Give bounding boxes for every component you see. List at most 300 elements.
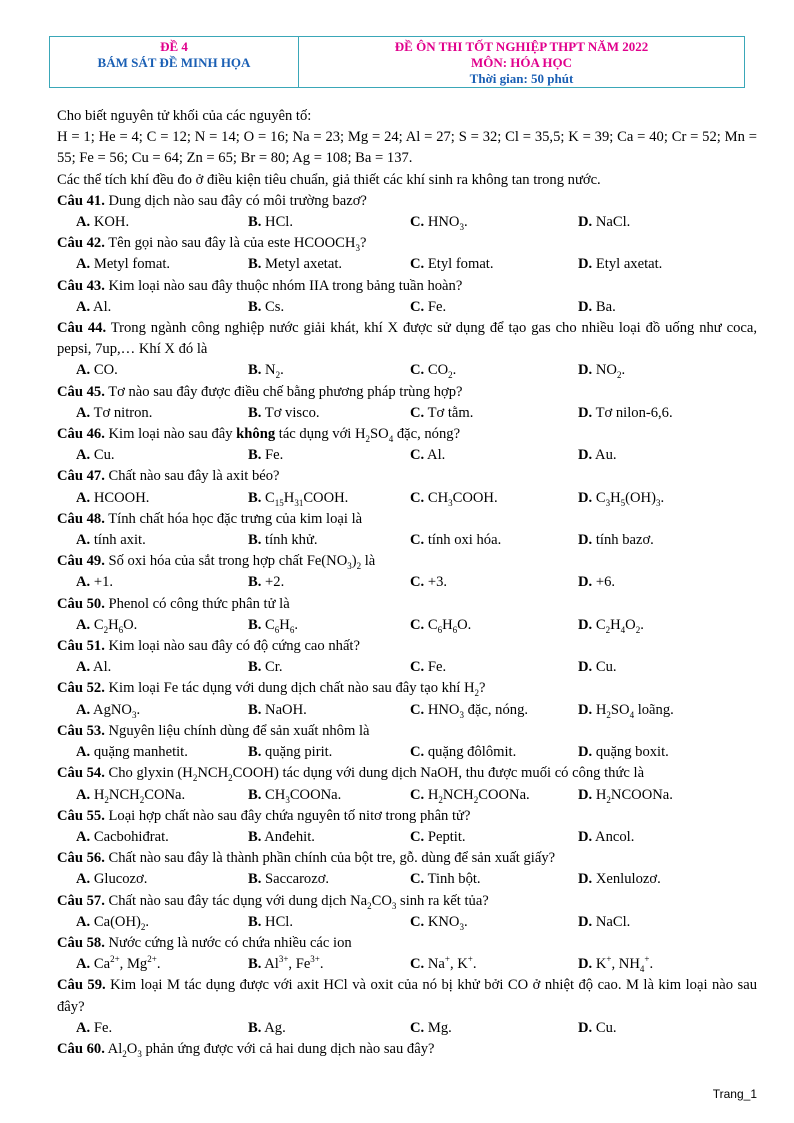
question-number: Câu 41. <box>57 192 105 209</box>
option-text: $CH_3COOH$. <box>424 489 498 508</box>
answer-option <box>559 954 757 975</box>
answer-option <box>57 827 229 848</box>
option-text: Xenlulozơ. <box>592 871 661 888</box>
answer-option <box>57 488 229 509</box>
answer-option <box>559 488 757 509</box>
option-letter: D. <box>578 298 593 315</box>
answer-option <box>57 212 229 233</box>
answer-option <box>229 212 391 233</box>
option-text: Fe. <box>261 447 284 464</box>
option-text: quặng đôlômit. <box>424 744 517 761</box>
option-letter: A. <box>76 447 91 464</box>
answer-option <box>229 530 391 551</box>
answer-option <box>57 912 229 933</box>
answer-option <box>229 785 391 806</box>
answer-options <box>57 488 757 509</box>
option-letter: C. <box>410 574 425 591</box>
question-stem <box>57 466 757 487</box>
question-stem <box>57 509 757 530</box>
answer-options <box>57 1018 757 1039</box>
option-text: Au. <box>592 447 617 464</box>
answer-option <box>559 297 757 318</box>
answer-options <box>57 360 757 381</box>
option-letter: A. <box>76 298 91 315</box>
answer-options <box>57 912 757 933</box>
option-letter: A. <box>76 744 91 761</box>
exam-subtitle: BÁM SÁT ĐỀ MINH HỌA <box>97 55 251 70</box>
question-stem <box>57 1039 757 1060</box>
page-number: Trang_1 <box>712 1087 757 1101</box>
option-letter: D. <box>578 362 593 379</box>
question-stem <box>57 594 757 615</box>
option-letter: B. <box>248 532 262 549</box>
answer-option <box>57 742 229 763</box>
option-letter: B. <box>248 913 262 930</box>
exam-duration: Thời gian: 50 phút <box>469 71 574 86</box>
answer-option <box>57 700 229 721</box>
question-text: Chất nào sau đây là thành phần chính của bột tre, gỗ. dùng để sản xuất giấy? <box>104 850 556 867</box>
option-letter: A. <box>76 616 91 633</box>
option-text: tính oxi hóa. <box>424 532 502 549</box>
answer-option <box>229 572 391 593</box>
answer-option <box>391 445 559 466</box>
option-letter: B. <box>248 786 262 803</box>
option-letter: C. <box>410 256 425 273</box>
question-text: $Al_2O_3$ phản ứng được với cả hai dung dịch nào sau đây? <box>104 1040 435 1059</box>
answer-option <box>229 700 391 721</box>
question-number: Câu 55. <box>57 807 105 824</box>
option-letter: A. <box>76 256 91 273</box>
answer-option <box>559 360 757 381</box>
option-letter: B. <box>248 489 262 506</box>
question-stem <box>57 763 757 784</box>
option-text: tính bazơ. <box>592 532 654 549</box>
option-text: quặng pirit. <box>261 744 333 761</box>
option-text: $C_{15}H_{31}COOH$. <box>261 489 349 508</box>
option-letter: A. <box>76 214 91 231</box>
question-number: Câu 46. <box>57 426 105 443</box>
question-text: Loại hợp chất nào sau đây chứa nguyên tố nitơ trong phân tử? <box>104 807 471 824</box>
option-text: $Ca(OH)_2$. <box>90 913 150 932</box>
option-letter: B. <box>248 574 262 591</box>
option-text: Anđehit. <box>261 828 315 845</box>
question-stem <box>57 933 757 954</box>
option-text: Mg. <box>424 1019 452 1036</box>
option-text: Al. <box>90 298 112 315</box>
option-text: Etyl fomat. <box>424 256 494 273</box>
exam-info-box <box>299 37 744 87</box>
option-letter: D. <box>578 786 593 803</box>
answer-option <box>559 530 757 551</box>
answer-option <box>57 572 229 593</box>
option-letter: A. <box>76 871 91 888</box>
exam-code: ĐỀ 4 <box>160 39 188 54</box>
exam-code-box <box>50 37 299 87</box>
option-letter: C. <box>410 362 425 379</box>
option-letter: B. <box>248 1019 262 1036</box>
answer-option <box>391 954 559 975</box>
option-letter: D. <box>578 659 593 676</box>
question-number: Câu 56. <box>57 850 105 867</box>
question-text: Kim loại Fe tác dụng với dung dịch chất nào sau đây tạo khí $H_2$? <box>104 680 486 699</box>
answer-option <box>391 530 559 551</box>
answer-option <box>229 827 391 848</box>
answer-option <box>559 785 757 806</box>
option-text: Tơ nitron. <box>90 404 153 421</box>
question-text: Tính chất hóa học đặc trưng của kim loại là <box>104 510 363 527</box>
option-letter: B. <box>248 298 262 315</box>
option-text: $H_2NCH_2CONa$. <box>90 786 186 805</box>
option-text: Fe. <box>424 298 447 315</box>
intro-note: Các thể tích khí đều đo ở điều kiện tiêu chuẩn, giả thiết các khí sinh ra không tan trong nước. <box>57 171 601 188</box>
option-letter: D. <box>578 256 593 273</box>
option-letter: B. <box>248 956 262 973</box>
option-text: $H_2NCOONa$. <box>592 786 673 805</box>
option-letter: C. <box>410 913 425 930</box>
question-number: Câu 59. <box>57 977 106 994</box>
option-letter: C. <box>410 956 425 973</box>
option-text: $Ca^{2+}$, $Mg^{2+}$. <box>90 954 161 973</box>
question-stem <box>57 678 757 699</box>
option-text: $HNO_3$ đặc, nóng. <box>424 701 529 720</box>
question-number: Câu 45. <box>57 383 105 400</box>
option-text: tính khử. <box>261 532 318 549</box>
exam-subject: MÔN: HÓA HỌC <box>470 55 573 70</box>
option-letter: C. <box>410 828 425 845</box>
question-text: Nước cứng là nước có chứa nhiều các ion <box>104 934 352 951</box>
option-letter: C. <box>410 616 425 633</box>
option-text: $KNO_3$. <box>424 913 468 932</box>
question-list <box>57 191 757 1060</box>
answer-option <box>229 869 391 890</box>
option-letter: B. <box>248 214 262 231</box>
question-text: Dung dịch nào sau đây có môi trường bazơ? <box>104 192 367 209</box>
option-letter: A. <box>76 913 91 930</box>
answer-option <box>57 615 229 636</box>
option-letter: A. <box>76 786 91 803</box>
exam-content <box>57 106 757 1060</box>
option-text: Tơ nilon-6,6. <box>592 404 673 421</box>
option-letter: C. <box>410 489 425 506</box>
option-text: $C_6H_6O$. <box>424 616 472 635</box>
option-letter: A. <box>76 828 91 845</box>
answer-option <box>229 742 391 763</box>
answer-option <box>391 912 559 933</box>
option-text: HCOOH. <box>90 489 150 506</box>
option-letter: C. <box>410 659 425 676</box>
answer-option <box>391 488 559 509</box>
option-letter: C. <box>410 214 425 231</box>
answer-option <box>391 254 559 275</box>
answer-options <box>57 445 757 466</box>
answer-option <box>391 700 559 721</box>
option-letter: A. <box>76 362 91 379</box>
answer-option <box>559 1018 757 1039</box>
option-text: Cs. <box>261 298 285 315</box>
question-number: Câu 44. <box>57 320 107 337</box>
option-letter: D. <box>578 404 593 421</box>
question-number: Câu 42. <box>57 235 105 252</box>
option-letter: D. <box>578 574 593 591</box>
option-text: Na+, K+. <box>424 954 477 973</box>
answer-option <box>559 572 757 593</box>
option-text: Glucozơ. <box>90 871 148 888</box>
question-number: Câu 57. <box>57 892 105 909</box>
answer-option <box>559 742 757 763</box>
option-text: $C_2H_6O$. <box>90 616 138 635</box>
question-text: Kim loại nào sau đây thuộc nhóm IIA trong bảng tuần hoàn? <box>104 277 463 294</box>
option-letter: D. <box>578 744 593 761</box>
answer-option <box>391 1018 559 1039</box>
answer-options <box>57 615 757 636</box>
answer-options <box>57 700 757 721</box>
answer-option <box>559 700 757 721</box>
option-letter: D. <box>578 828 593 845</box>
answer-option <box>229 360 391 381</box>
option-text: $H_2SO_4$ loãng. <box>592 701 674 720</box>
answer-option <box>57 297 229 318</box>
question-text: Kim loại nào sau đây có độ cứng cao nhất? <box>104 638 360 655</box>
option-text: Peptit. <box>424 828 466 845</box>
option-text: +6. <box>592 574 616 591</box>
answer-options <box>57 785 757 806</box>
answer-option <box>57 954 229 975</box>
option-text: Ancol. <box>592 828 635 845</box>
option-letter: C. <box>410 447 425 464</box>
question-text: Cho glyxin $(H_2NCH_2COOH)$ tác dụng với dung dịch NaOH, thu được muối có công thức là <box>104 765 645 784</box>
question-number: Câu 51. <box>57 638 105 655</box>
option-text: Etyl axetat. <box>592 256 663 273</box>
exam-header <box>49 36 745 88</box>
answer-option <box>559 657 757 678</box>
option-text: HCl. <box>261 913 294 930</box>
option-text: $N_2$. <box>261 362 284 381</box>
option-text: Fe. <box>424 659 447 676</box>
answer-option <box>391 742 559 763</box>
answer-option <box>57 657 229 678</box>
question-number: Câu 52. <box>57 680 105 697</box>
question-text: Chất nào sau đây tác dụng với dung dịch $Na_2CO_3$ sinh ra kết tủa? <box>104 892 489 911</box>
question-stem <box>57 975 757 1017</box>
option-letter: A. <box>76 574 91 591</box>
option-letter: D. <box>578 447 593 464</box>
answer-option <box>391 785 559 806</box>
option-text: Metyl fomat. <box>90 256 171 273</box>
question-stem <box>57 233 757 254</box>
option-letter: B. <box>248 616 262 633</box>
option-text: NaCl. <box>592 214 631 231</box>
option-text: Ag. <box>261 1019 286 1036</box>
answer-option <box>229 403 391 424</box>
question-stem <box>57 276 757 297</box>
option-letter: B. <box>248 256 262 273</box>
answer-option <box>559 869 757 890</box>
question-stem <box>57 191 757 212</box>
answer-options <box>57 869 757 890</box>
answer-option <box>57 1018 229 1039</box>
option-text: $CO_2$. <box>424 362 457 381</box>
answer-option <box>229 445 391 466</box>
option-letter: D. <box>578 489 593 506</box>
answer-options <box>57 827 757 848</box>
option-text: +1. <box>90 574 114 591</box>
answer-option <box>391 212 559 233</box>
answer-option <box>229 488 391 509</box>
question-text: Trong ngành công nghiệp nước giải khát, khí X được sử dụng để tạo gas cho nhiều loại đồ uống như coca, pepsi, 7up,… Khí X đó là <box>57 320 757 358</box>
answer-option <box>57 403 229 424</box>
option-letter: A. <box>76 1019 91 1036</box>
answer-options <box>57 954 757 975</box>
option-letter: A. <box>76 956 91 973</box>
option-text: Al. <box>424 447 446 464</box>
option-text: Cr. <box>261 659 283 676</box>
answer-option <box>391 615 559 636</box>
answer-option <box>391 657 559 678</box>
question-text: Phenol có công thức phân tử là <box>104 595 290 612</box>
answer-options <box>57 742 757 763</box>
answer-option <box>57 360 229 381</box>
option-letter: C. <box>410 744 425 761</box>
question-stem <box>57 551 757 572</box>
option-text: Saccarozơ. <box>261 871 330 888</box>
question-number: Câu 48. <box>57 510 105 527</box>
option-letter: B. <box>248 744 262 761</box>
question-stem <box>57 721 757 742</box>
option-letter: D. <box>578 1019 593 1036</box>
answer-option <box>229 954 391 975</box>
question-number: Câu 54. <box>57 765 105 782</box>
option-text: Tơ visco. <box>261 404 320 421</box>
question-text: Tên gọi nào sau đây là của este $HCOOCH_3$? <box>104 235 367 254</box>
option-letter: A. <box>76 659 91 676</box>
question-stem <box>57 636 757 657</box>
answer-option <box>391 297 559 318</box>
option-letter: D. <box>578 701 593 718</box>
option-text: Tinh bột. <box>424 871 481 888</box>
option-letter: C. <box>410 786 425 803</box>
option-text: HCl. <box>261 214 294 231</box>
option-text: tính axit. <box>90 532 146 549</box>
option-text: $NO_2$. <box>592 362 626 381</box>
question-number: Câu 60. <box>57 1040 105 1057</box>
option-letter: C. <box>410 871 425 888</box>
answer-option <box>229 254 391 275</box>
question-text: Chất nào sau đây là axit béo? <box>104 468 280 485</box>
option-letter: A. <box>76 701 91 718</box>
question-stem <box>57 424 757 445</box>
option-letter: C. <box>410 1019 425 1036</box>
option-text: Fe. <box>90 1019 113 1036</box>
answer-option <box>391 572 559 593</box>
question-number: Câu 43. <box>57 277 105 294</box>
atomic-masses: H = 1; He = 4; C = 12; N = 14; O = 16; Na = 23; Mg = 24; Al = 27; S = 32; Cl = 35,5; K = 39; Ca = 40; Cr = 52; Mn = 55; Fe = 56; Cu = 64; Zn = 65; Br = 80; Ag = 108; Ba = 137. <box>57 129 757 167</box>
option-text: AgNO$_3$. <box>90 701 141 720</box>
question-text: Kim loại nào sau đây không tác dụng với $H_2SO_4$ đặc, nóng? <box>104 426 461 444</box>
option-letter: B. <box>248 828 262 845</box>
option-letter: A. <box>76 489 91 506</box>
option-text: $H_2NCH_2COONa$. <box>424 786 530 805</box>
intro-line: Cho biết nguyên tử khối của các nguyên tố: <box>57 108 312 124</box>
question-number: Câu 49. <box>57 553 105 570</box>
answer-options <box>57 403 757 424</box>
answer-option <box>57 530 229 551</box>
option-letter: D. <box>578 616 593 633</box>
answer-option <box>391 360 559 381</box>
question-number: Câu 53. <box>57 722 105 739</box>
answer-options <box>57 254 757 275</box>
option-letter: B. <box>248 447 262 464</box>
answer-option <box>391 827 559 848</box>
question-stem <box>57 806 757 827</box>
answer-option <box>57 445 229 466</box>
option-text: Cu. <box>90 447 115 464</box>
answer-options <box>57 212 757 233</box>
answer-option <box>559 403 757 424</box>
option-letter: B. <box>248 659 262 676</box>
option-letter: C. <box>410 532 425 549</box>
question-number: Câu 58. <box>57 934 105 951</box>
question-text: Tơ nào sau đây được điều chế bằng phương pháp trùng hợp? <box>104 383 463 400</box>
question-stem <box>57 382 757 403</box>
question-number: Câu 47. <box>57 468 105 485</box>
option-letter: D. <box>578 532 593 549</box>
question-text: Nguyên liệu chính dùng để sản xuất nhôm là <box>104 722 370 739</box>
option-text: KOH. <box>90 214 130 231</box>
option-letter: C. <box>410 701 425 718</box>
option-letter: B. <box>248 362 262 379</box>
exam-title: ĐỀ ÔN THI TỐT NGHIỆP THPT NĂM 2022 <box>394 39 649 54</box>
option-text: Cu. <box>592 659 617 676</box>
option-text: NaOH. <box>261 701 307 718</box>
question-stem <box>57 318 757 360</box>
answer-option <box>229 657 391 678</box>
answer-option <box>391 869 559 890</box>
option-text: $CH_3COONa$. <box>261 786 342 805</box>
question-number: Câu 50. <box>57 595 105 612</box>
option-text: $C_3H_5(OH)_3$. <box>592 489 665 508</box>
answer-options <box>57 530 757 551</box>
answer-option <box>391 403 559 424</box>
option-text: Al. <box>90 659 112 676</box>
option-text: quặng boxit. <box>592 744 669 761</box>
option-text: $C_2H_4O_2$. <box>592 616 644 635</box>
option-text: $HNO_3$. <box>424 214 468 232</box>
answer-option <box>559 827 757 848</box>
option-text: CO. <box>90 362 118 379</box>
answer-option <box>559 254 757 275</box>
answer-option <box>57 254 229 275</box>
option-letter: D. <box>578 913 593 930</box>
option-letter: B. <box>248 871 262 888</box>
option-letter: D. <box>578 956 593 973</box>
option-text: +2. <box>261 574 285 591</box>
answer-option <box>229 615 391 636</box>
option-letter: A. <box>76 404 91 421</box>
option-letter: B. <box>248 701 262 718</box>
option-letter: A. <box>76 532 91 549</box>
option-text: quặng manhetit. <box>90 744 188 761</box>
answer-option <box>229 1018 391 1039</box>
answer-option <box>229 912 391 933</box>
option-text: NaCl. <box>592 913 631 930</box>
answer-option <box>559 615 757 636</box>
option-text: Cu. <box>592 1019 617 1036</box>
option-text: +3. <box>424 574 448 591</box>
option-text: $Al^{3+}$, $Fe^{3+}$. <box>261 954 324 973</box>
question-text: Kim loại M tác dụng được với axit HCl và oxit của nó bị khử bởi CO ở nhiệt độ cao. M là kim loại nào sau đây? <box>57 977 757 1015</box>
answer-option <box>559 912 757 933</box>
answer-option <box>229 297 391 318</box>
